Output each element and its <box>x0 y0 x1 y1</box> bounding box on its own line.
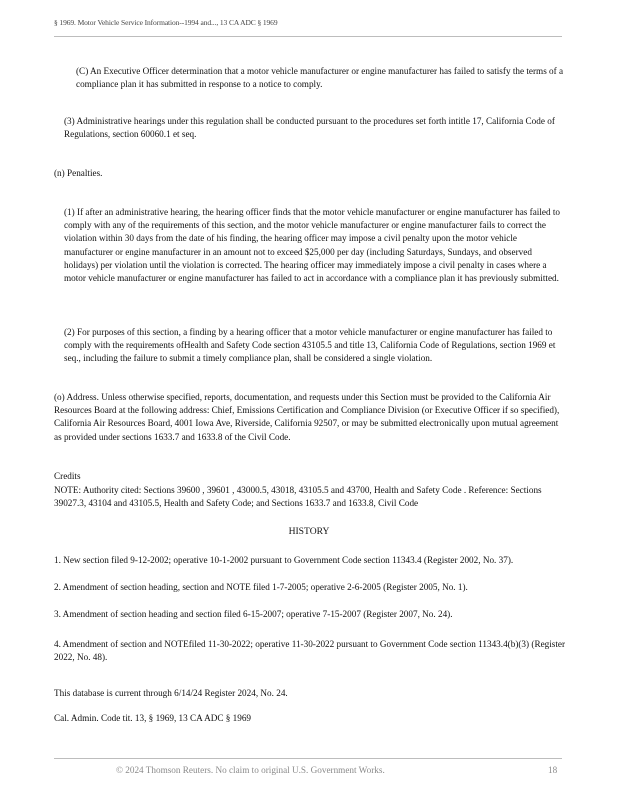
history-item-4: 4. Amendment of section and NOTEfiled 11-30-2022; operative 11-30-2022 pursuant to Government Code section 11343.4(b)(3) (Register 2022, No. 48). <box>54 639 566 663</box>
paragraph-3-administrative-hearings: (3) Administrative hearings under this regulation shall be conducted pursuant to the procedures set forth intitle 17, California Code of Regulations, section 60060.1 et seq. <box>64 116 555 140</box>
credits-label: Credits <box>54 471 81 481</box>
credits-note: NOTE: Authority cited: Sections 39600 , 39601 , 43000.5, 43018, 43105.5 and 43700, Health and Safety Code . Reference: Sections 39027.3, 43104 and 43105.5, Health and Safety Code; and Sections 1633.7 and 1633.8, Civil Code <box>54 485 542 509</box>
history-item-1: 1. New section filed 9-12-2002; operative 10-1-2002 pursuant to Government Code section 11343.4 (Register 2002, No. 37). <box>54 555 514 565</box>
footer-rule <box>54 758 562 759</box>
history-item-3: 3. Amendment of section heading and section filed 6-15-2007; operative 7-15-2007 (Register 2007, No. 24). <box>54 609 453 619</box>
history-item-2: 2. Amendment of section heading, section and NOTE filed 1-7-2005; operative 2-6-2005 (Register 2005, No. 1). <box>54 582 468 592</box>
page-number: 18 <box>548 765 558 775</box>
history-title: HISTORY <box>288 526 330 537</box>
citation: Cal. Admin. Code tit. 13, § 1969, 13 CA ADC § 1969 <box>54 713 252 723</box>
database-currency-note: This database is current through 6/14/24 Register 2024, No. 24. <box>54 688 288 698</box>
paragraph-c-executive-determination: (C) An Executive Officer determination that a motor vehicle manufacturer or engine manufacturer has failed to satisfy the terms of a compliance plan it has submitted in response to a notice to comply. <box>76 66 564 90</box>
paragraph-n2-single-violation: (2) For purposes of this section, a finding by a hearing officer that a motor vehicle manufacturer or engine manufacturer has failed to comply with the requirements ofHealth and Safety Code section 43105.5 and title 13, California Code of Regulations, section 1969 et seq., including the failure to submit a timely compliance plan, shall be considered a single violation. <box>64 327 556 364</box>
header-rule <box>54 36 562 37</box>
paragraph-n1-civil-penalty: (1) If after an administrative hearing, the hearing officer finds that the motor vehicle manufacturer or engine manufacturer has failed to comply with any of the requirements of this section, and the motor vehicle manufacturer or engine manufacturer fails to correct the violation within 30 days from the date of his finding, the hearing officer may impose a civil penalty upon the motor vehicle manufacturer or engine manufacturer in an amount not to exceed $25,000 per day (including Saturdays, Sundays, and observed holidays) per violation until the violation is corrected. The hearing officer may immediately impose a civil penalty in cases where a motor vehicle manufacturer or engine manufacturer has failed to act in accordance with a compliance plan it has previously submitted. <box>64 207 560 284</box>
paragraph-o-address: (o) Address. Unless otherwise specified, reports, documentation, and requests under this Section must be provided to the California Air Resources Board at the following address: Chief, Emissions Certification and Compliance Division (or Executive Officer if so specified), California Air Resources Board, 4001 Iowa Ave, Riverside, California 92507, or may be submitted electronically upon mutual agreement as provided under sections 1633.7 and 1633.8 of the Civil Code. <box>54 392 560 442</box>
footer-copyright: © 2024 Thomson Reuters. No claim to original U.S. Government Works. <box>116 765 385 775</box>
running-header: § 1969. Motor Vehicle Service Information--1994 and..., 13 CA ADC § 1969 <box>54 18 278 27</box>
section-n-penalties-heading: (n) Penalties. <box>54 168 103 178</box>
